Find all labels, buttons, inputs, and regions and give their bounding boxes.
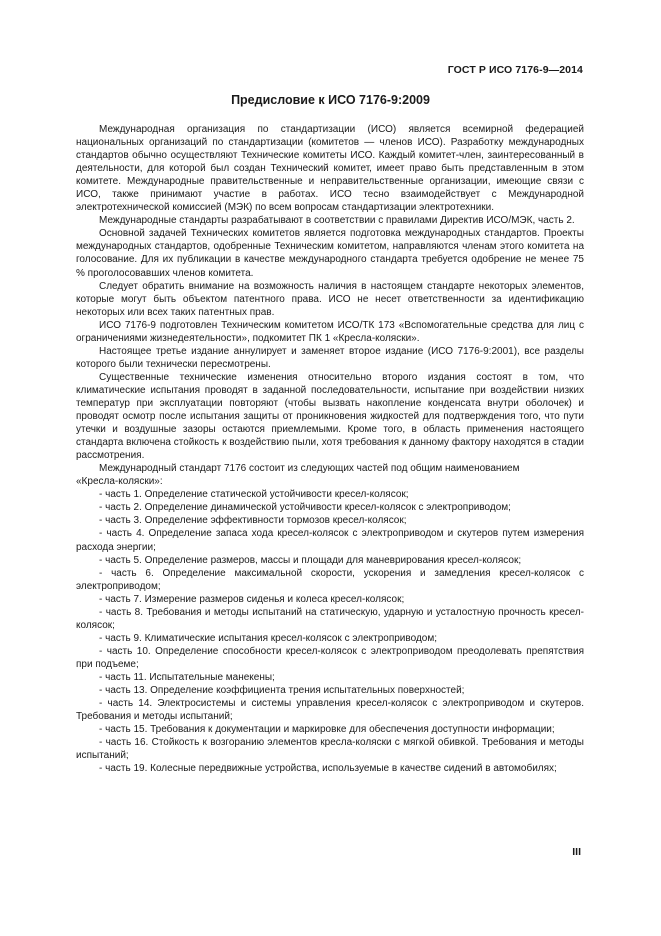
paragraph-series-name: «Кресла-коляски»: xyxy=(76,476,163,488)
standard-code-header: ГОСТ Р ИСО 7176-9—2014 xyxy=(447,64,583,76)
list-item: - часть 7. Измерение размеров сиденья и колеса кресел-колясок; xyxy=(99,593,405,605)
list-item: - часть 16. Стойкость к возгоранию элементов кресла-коляски с мягкой обивкой. Требования и методы испытаний; xyxy=(76,737,584,762)
list-item: - часть 10. Определение способности кресел-колясок с электроприводом преодолевать препятствия при подъеме; xyxy=(76,645,584,670)
list-item: - часть 5. Определение размеров, массы и площади для маневрирования кресел-колясок; xyxy=(99,554,522,566)
paragraph-directives: Международные стандарты разрабатывают в соответствии с правилами Директив ИСО/МЭК, часть 2. xyxy=(99,215,575,227)
list-item: - часть 4. Определение запаса хода кресел-колясок с электроприводом и скутеров путем измерения расхода энергии; xyxy=(76,528,584,553)
paragraph-prepared-by: ИСО 7176-9 подготовлен Техническим комитетом ИСО/ТК 173 «Вспомогательные средства для лиц с ограничениями жизнедеятельности», подкомитет ПК 1 «Кресла-коляски». xyxy=(76,319,584,344)
list-item: - часть 2. Определение динамической устойчивости кресел-колясок с электроприводом; xyxy=(99,502,511,514)
list-item: - часть 11. Испытательные манекены; xyxy=(99,671,275,683)
list-item: - часть 3. Определение эффективности тормозов кресел-колясок; xyxy=(99,515,407,527)
list-item: - часть 1. Определение статической устойчивости кресел-колясок; xyxy=(99,489,409,501)
list-item: - часть 9. Климатические испытания кресел-колясок с электроприводом; xyxy=(99,632,437,644)
list-item: - часть 14. Электросистемы и системы управления кресел-колясок с электроприводом и скутеров. Требования и методы испытаний; xyxy=(76,698,584,723)
section-title: Предисловие к ИСО 7176-9:2009 xyxy=(231,93,430,107)
paragraph-iso-intro: Международная организация по стандартизации (ИСО) является всемирной федерацией национальных организаций по стандартизации (комитетов — членов ИСО). Разработку международных стандартов обычно осуществляют Технические комитеты ИСО. Каждый комитет-член, заинтересованный в деятельности, для которой был создан Технический комитет, имеет право быть представленным в этом комитете. Международные правительственные и неправительственные организации, имеющие связи с ИСО, также принимают участие в работах. ИСО тесно взаимодействует с Международной электротехнической комиссией (МЭК) по всем вопросам стандартизации электротехники. xyxy=(76,124,584,214)
paragraph-patents: Следует обратить внимание на возможность наличия в настоящем стандарте некоторых элементов, которые могут быть объектом патентного права. ИСО не несет ответственности за идентификацию некоторых или всех таких патентных прав. xyxy=(76,280,584,318)
paragraph-changes: Существенные технические изменения относительно второго издания состоят в том, что климатические испытания проводят в заданной последовательности, испытание при воздействии низких температур при эксплуатации повторяют (чтобы вызвать накопление конденсата внутри оболочек) и проводят осмотр после испытания защиты от проникновения жидкостей для подтверждения того, что пути утечки и воздушные зазоры остаются приемлемыми. Кроме того, в область применения настоящего стандарта включена стойкость к воздействию пыли, хотя требования к данному фактору находятся в стадии рассмотрения. xyxy=(76,371,584,462)
list-item: - часть 19. Колесные передвижные устройства, используемые в качестве сидений в автомобилях; xyxy=(99,763,557,775)
list-item: - часть 6. Определение максимальной скорости, ускорения и замедления кресел-колясок с электроприводом; xyxy=(76,567,584,592)
list-item: - часть 15. Требования к документации и маркировке для обеспечения доступности информации; xyxy=(99,724,555,736)
body-text xyxy=(76,123,584,775)
list-item: - часть 13. Определение коэффициента трения испытательных поверхностей; xyxy=(99,685,465,697)
paragraph-edition: Настоящее третье издание аннулирует и заменяет второе издание (ИСО 7176-9:2001), все разделы которого были технически пересмотрены. xyxy=(76,345,584,370)
paragraph-tc-tasks: Основной задачей Технических комитетов является подготовка международных стандартов. Проекты международных стандартов, одобренные Техническим комитетом, направляются членам этого комитета на голосование. Для их публикации в качестве международного стандарта требуется одобрение не менее 75 % проголосовавших членов комитета. xyxy=(76,228,584,279)
list-item: - часть 8. Требования и методы испытаний на статическую, ударную и усталостную прочность кресел-колясок; xyxy=(76,606,584,631)
page-number: III xyxy=(572,846,581,858)
paragraph-parts-intro: Международный стандарт 7176 состоит из следующих частей под общим наименованием xyxy=(99,463,520,475)
